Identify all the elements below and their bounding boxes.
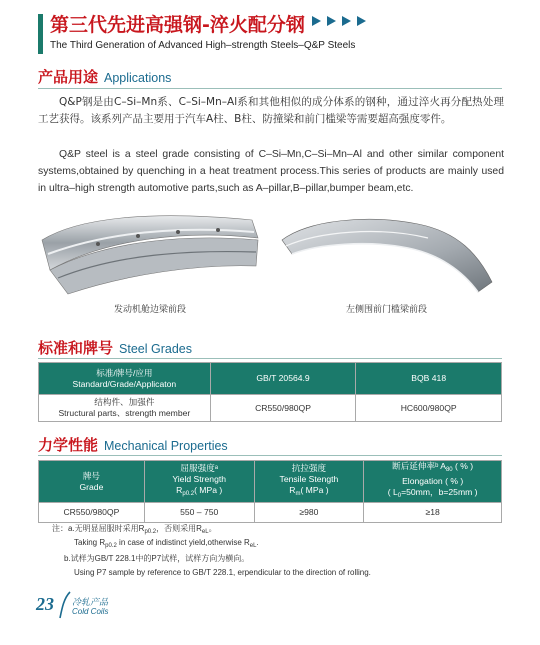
page-number: 23 xyxy=(36,594,54,614)
grades-heading xyxy=(38,337,192,358)
mech-cell-elongation: ≥18 xyxy=(364,503,502,523)
mech-cell-tensile: ≥980 xyxy=(254,503,364,523)
image-caption-right: 左侧围前门槛梁前段 xyxy=(346,305,428,315)
grades-cell: HC600/980QP xyxy=(356,395,502,422)
table-row xyxy=(39,503,502,523)
page-title: 第三代先进高强钢-淬火配分钢 xyxy=(50,14,305,36)
mech-cell-yield: 550 – 750 xyxy=(144,503,254,523)
note-a-cn: 注：a.无明显屈服时采用$R_{p0.2}$，否则采用$R_{eL}$。 xyxy=(52,524,217,535)
grades-row-label: 结构件、加强件 Structural parts、strength member xyxy=(39,395,211,422)
mechanical-heading xyxy=(38,434,228,455)
note-a-en: Taking $R_{p0.2}$ in case of indistinct yield,otherwise $R_{eL}$. xyxy=(74,538,259,549)
grades-cell: CR550/980QP xyxy=(210,395,356,422)
applications-paragraph-cn: Q&P钢是由C–Si–Mn系、C–Si–Mn–Al系和其他相似的成分体系的钢种，通过淬火再分配热处理工艺获得。该系列产品主要用于汽车A柱、B柱、防撞梁和前门槛梁等需要超高强度零件。 xyxy=(38,96,504,125)
grades-header-standard: 标准/牌号/应用 Standard/Grade/Applicaton xyxy=(39,363,211,395)
title-arrows-icon xyxy=(312,16,376,26)
mechanical-heading-en: Mechanical Properties xyxy=(104,439,228,453)
mech-cell-grade: CR550/980QP xyxy=(39,503,145,523)
footer-section-en: Cold Coils xyxy=(72,607,109,616)
page-subtitle: The Third Generation of Advanced High–strength Steels–Q&P Steels xyxy=(50,40,356,51)
note-b-cn: b.试样为GB/T 228.1中的P7试样，试样方向为横向。 xyxy=(64,554,250,563)
mech-header-elongation: 断后延伸率ᵇ $A_{80}$ ( % ) Elongation ( % ) ( $L_0=50mm$，b=25mm ) xyxy=(364,461,502,503)
section-divider xyxy=(38,455,502,456)
door-sill-part-image xyxy=(278,210,500,296)
section-divider xyxy=(38,88,502,89)
mech-header-yield: 屈服强度ᵃ Yield Strength $R_{p0.2}$( MPa ) xyxy=(144,461,254,503)
grades-header-gb: GB/T 20564.9 xyxy=(210,363,356,395)
steel-grades-table xyxy=(38,362,502,422)
image-caption-left: 发动机舱边梁前段 xyxy=(114,305,187,315)
applications-heading-cn: 产品用途 xyxy=(38,68,99,86)
applications-heading-en: Applications xyxy=(104,71,172,85)
footer-swoosh-icon xyxy=(58,590,72,620)
mechanical-properties-table xyxy=(38,460,502,523)
mech-header-tensile: 抗拉强度 Tensile Stength $R_m$( MPa ) xyxy=(254,461,364,503)
table-row xyxy=(39,395,502,422)
grades-heading-en: Steel Grades xyxy=(119,342,192,356)
mechanical-heading-cn: 力学性能 xyxy=(38,436,99,454)
section-divider xyxy=(38,358,502,359)
title-accent-bar xyxy=(38,14,43,54)
grades-heading-cn: 标准和牌号 xyxy=(38,339,114,357)
note-b-en: Using P7 sample by reference to GB/T 228.1, erpendicular to the direction of rolling. xyxy=(74,568,371,577)
engine-rail-part-image xyxy=(38,204,260,296)
applications-paragraph-en: Q&P steel is a steel grade consisting of C–Si–Mn,C–Si–Mn–Al and other similar component systems,obtained by quenching in a heat treatment process.This series of products are mainly used in ultra–high strength automotive parts,such as A–pillar,B–pillar,bumper beam,etc. xyxy=(38,149,504,194)
applications-heading xyxy=(38,66,171,87)
footer-section-cn: 冷轧产品 xyxy=(72,598,109,608)
grades-header-bqb: BQB 418 xyxy=(356,363,502,395)
mech-header-grade: 牌号 Grade xyxy=(39,461,145,503)
